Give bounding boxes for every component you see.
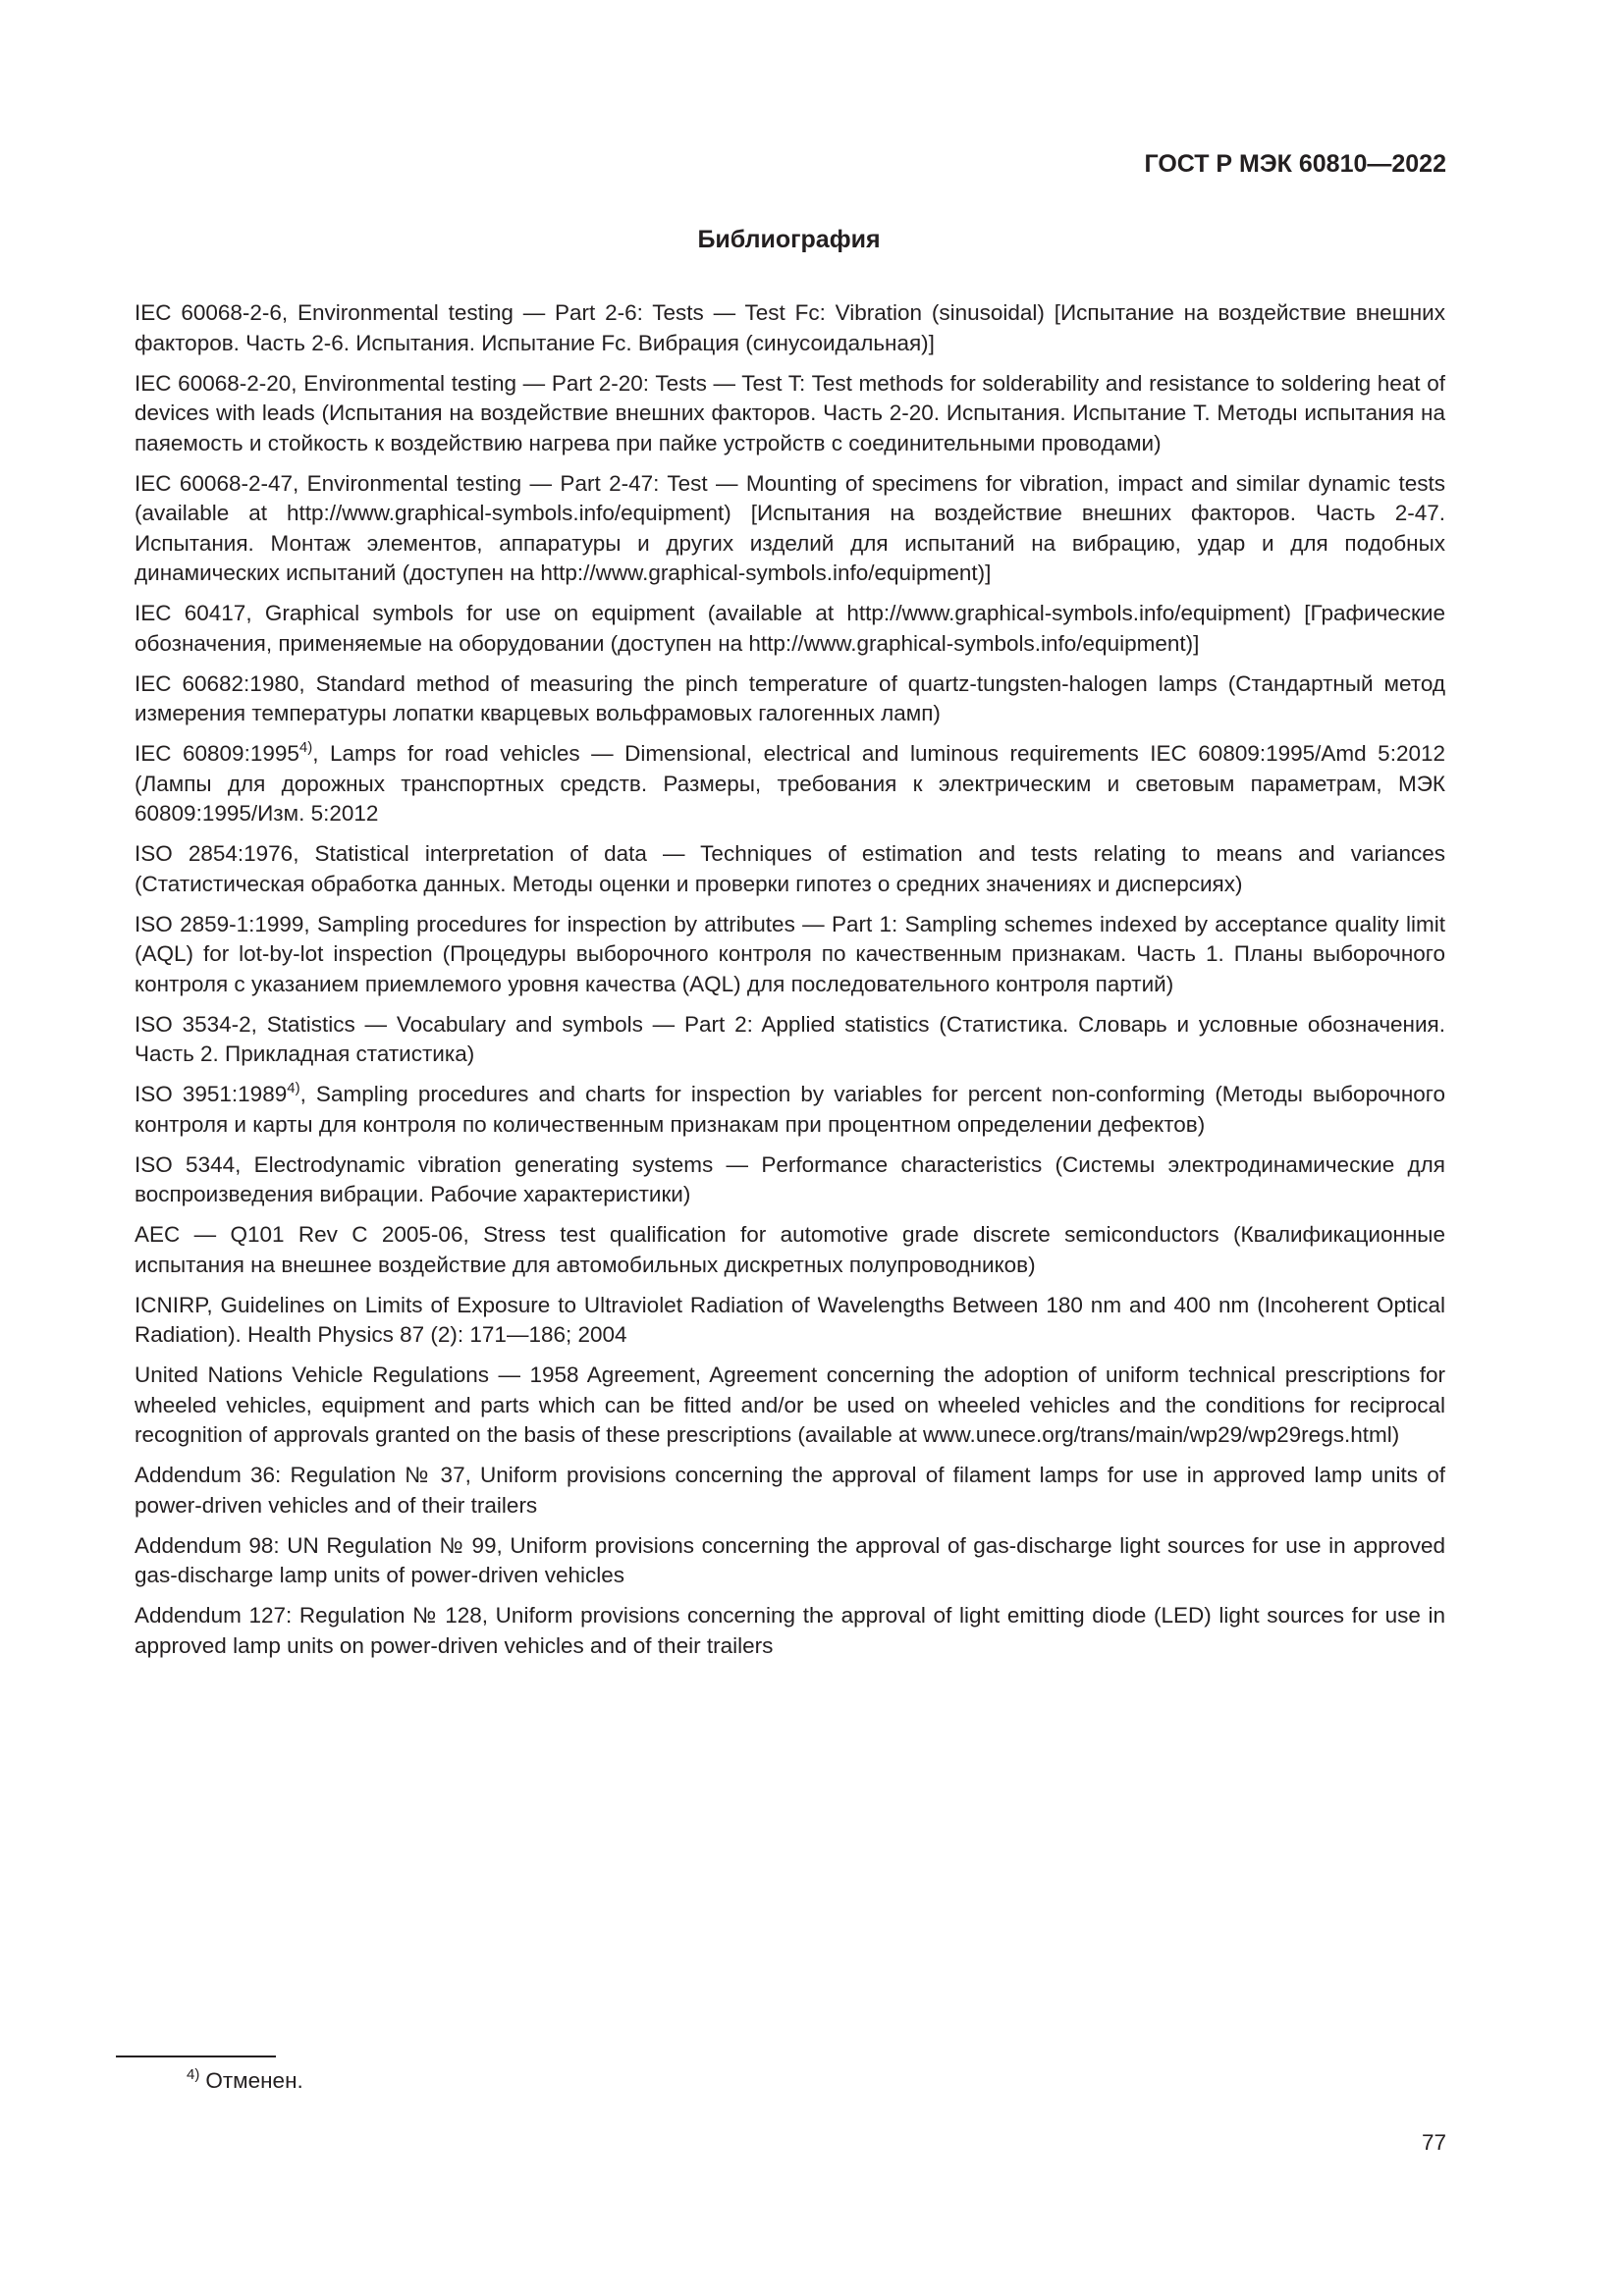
reference-item: IEC 60682:1980, Standard method of measuring the pinch temperature of quartz-tungsten-halogen lamps (Стандартный метод измерения температуры лопатки кварцевых вольфрамовых галогенных ламп) <box>135 670 1445 725</box>
standard-code: ГОСТ Р МЭК 60810—2022 <box>1144 150 1446 178</box>
reference-item: IEC 60068-2-20, Environmental testing — Part 2-20: Tests — Test T: Test methods for solderability and resistance to soldering heat of devices with leads (Испытания на воздействие внешних факторов. Часть 2-20. Испытания. Испытание T. Методы испытания на паяемость и стойкость к воздействию нагрева при пайке устройств с соединительными проводами) <box>135 370 1445 455</box>
reference-item: AEC — Q101 Rev C 2005-06, Stress test qualification for automotive grade discrete semiconductors (Квалификационные испытания на внешнее воздействие для автомобильных дискретных полупроводников) <box>135 1222 1445 1277</box>
footnote-text: Отменен. <box>205 2068 303 2093</box>
footnote-separator <box>116 2056 276 2057</box>
reference-item: IEC 60417, Graphical symbols for use on equipment (available at http://www.graphical-symbols.info/equipment) [Графические обозначения, применяемые на оборудовании (доступен на http://www.graphical-symbols.info/equipment)] <box>135 601 1445 656</box>
footnote-marker: 4) <box>298 739 313 756</box>
reference-item: United Nations Vehicle Regulations — 1958 Agreement, Agreement concerning the adoption of uniform technical prescriptions for wheeled vehicles, equipment and parts which can be fitted and/or be used on wheeled vehicles and the conditions for reciprocal recognition of approvals granted on the basis of these prescriptions (available at www.unece.org/trans/main/wp29/wp29regs.html) <box>135 1362 1445 1447</box>
reference-item <box>135 739 1445 829</box>
reference-list <box>135 298 1445 1672</box>
reference-item: Addendum 98: UN Regulation № 99, Uniform provisions concerning the approval of gas-discharge light sources for use in approved gas-discharge lamp units of power-driven vehicles <box>135 1532 1445 1587</box>
footnote <box>187 2066 303 2096</box>
reference-text: , Lamps for road vehicles — Dimensional, electrical and luminous requirements IEC 60809:1995/Amd 5:2012 (Лампы для дорожных транспортных средств. Размеры, требования к электрическим и световым параметрам, МЭК 60809:1995/Изм. 5:2012 <box>135 741 1445 826</box>
reference-text: , Sampling procedures and charts for inspection by variables for percent non-conforming (Методы выборочного контроля и карты для контроля по количественным признакам при процентном определении дефектов) <box>135 1082 1445 1137</box>
reference-item <box>135 1080 1445 1140</box>
reference-item: Addendum 127: Regulation № 128, Uniform provisions concerning the approval of light emitting diode (LED) light sources for use in approved lamp units on power-driven vehicles and of their trailers <box>135 1603 1445 1658</box>
footnote-marker: 4) <box>187 2066 200 2083</box>
reference-item: ISO 2859-1:1999, Sampling procedures for inspection by attributes — Part 1: Sampling schemes indexed by acceptance quality limit (AQL) for lot-by-lot inspection (Процедуры выборочного контроля по качественным признакам. Часть 1. Планы выборочного контроля с указанием приемлемого уровня качества (AQL) для последовательного контроля партий) <box>135 911 1445 996</box>
reference-code: IEC 60809:1995 <box>135 741 299 766</box>
page-number: 77 <box>1421 2130 1446 2155</box>
reference-item: IEC 60068-2-47, Environmental testing — Part 2-47: Test — Mounting of specimens for vibration, impact and similar dynamic tests (available at http://www.graphical-symbols.info/equipment) [Испытания на воздействие внешних факторов. Часть 2-47. Испытания. Монтаж элементов, аппаратуры и других изделий для испытаний на вибрацию, удар и для подобных динамических испытаний (доступен на http://www.graphical-symbols.info/equipment)] <box>135 470 1445 585</box>
reference-item: Addendum 36: Regulation № 37, Uniform provisions concerning the approval of filament lamps for use in approved lamp units of power-driven vehicles and of their trailers <box>135 1463 1445 1518</box>
reference-item: ISO 5344, Electrodynamic vibration generating systems — Performance characteristics (Системы электродинамические для воспроизведения вибрации. Рабочие характеристики) <box>135 1151 1445 1206</box>
reference-item: ISO 3534-2, Statistics — Vocabulary and symbols — Part 2: Applied statistics (Статистика. Словарь и условные обозначения. Часть 2. Прикладная статистика) <box>135 1011 1445 1066</box>
reference-item: IEC 60068-2-6, Environmental testing — Part 2-6: Tests — Test Fc: Vibration (sinusoidal) [Испытание на воздействие внешних факторов. Часть 2-6. Испытания. Испытание Fc. Вибрация (синусоидальная)] <box>135 300 1445 355</box>
reference-item: ISO 2854:1976, Statistical interpretation of data — Techniques of estimation and tests relating to means and variances (Статистическая обработка данных. Методы оценки и проверки гипотез о средних значениях и дисперсиях) <box>135 841 1445 896</box>
bibliography-title: Библиография <box>697 226 881 253</box>
footnote-marker: 4) <box>287 1080 300 1096</box>
reference-item: ICNIRP, Guidelines on Limits of Exposure to Ultraviolet Radiation of Wavelengths Between 180 nm and 400 nm (Incoherent Optical Radiation). Health Physics 87 (2): 171—186; 2004 <box>135 1292 1445 1347</box>
reference-code: ISO 3951:1989 <box>135 1082 288 1106</box>
